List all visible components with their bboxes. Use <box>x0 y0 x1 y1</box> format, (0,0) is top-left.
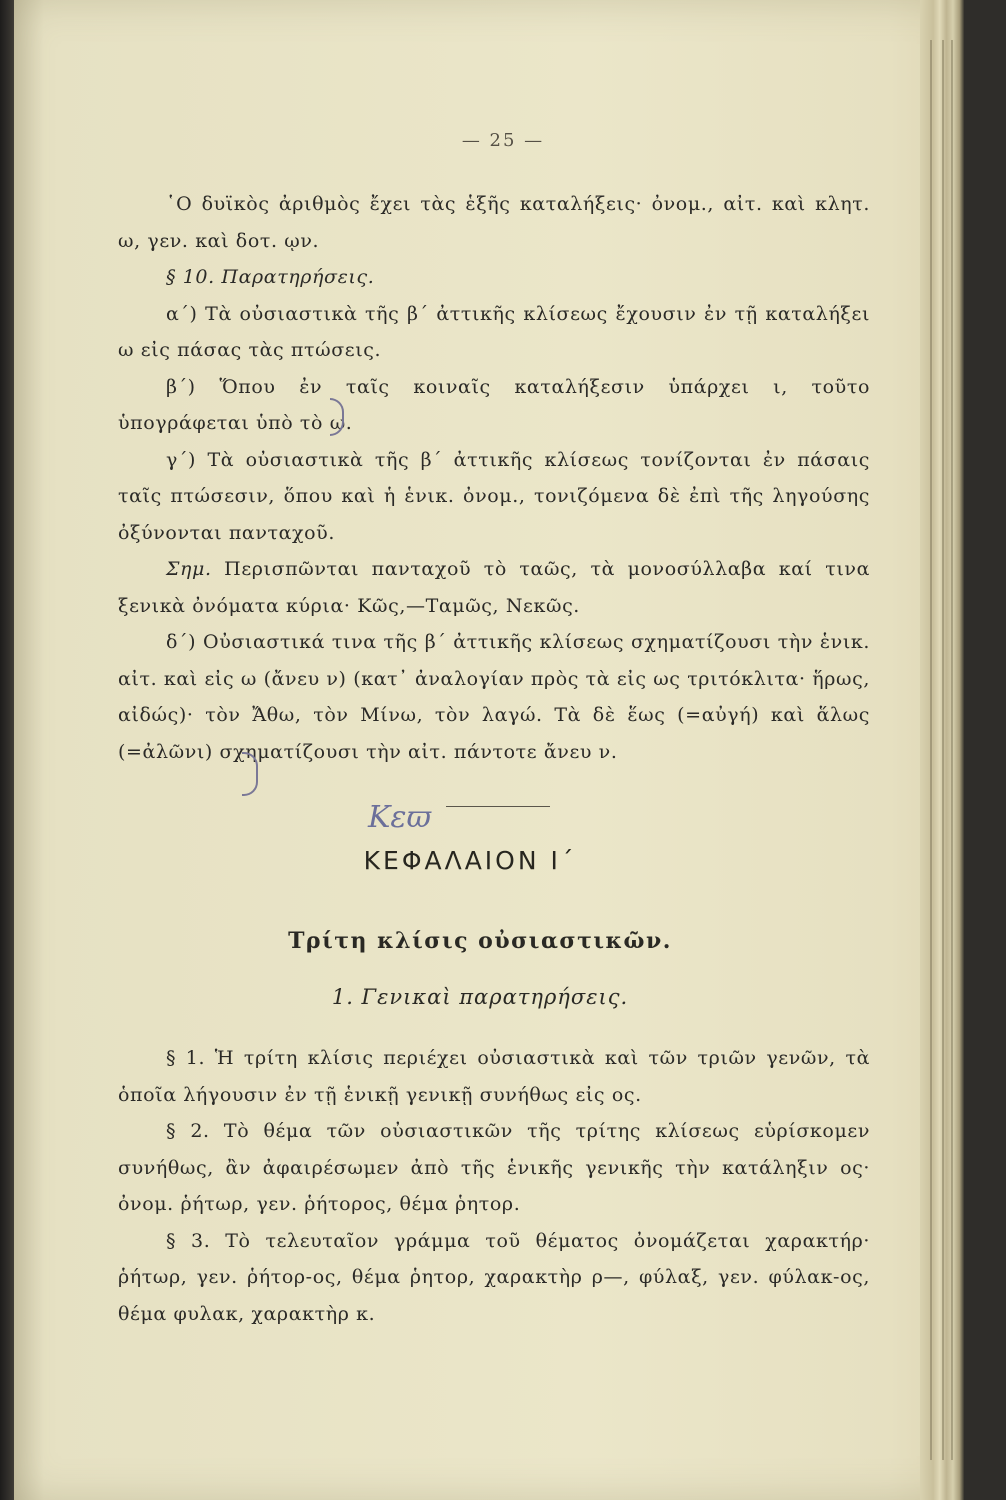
upper-text-block <box>118 186 870 770</box>
section-10-heading: § 10. Παρατηρήσεις. <box>166 266 375 288</box>
note-a: α΄) Τὰ οὐσιαστικὰ τῆς β΄ ἀττικῆς κλίσεως ἔχουσιν ἐν τῇ καταλήξει ω εἰς πάσας τὰς πτώσεις. <box>118 302 870 361</box>
chapter-rule <box>446 806 550 807</box>
paragraph-1: § 1. Ἡ τρίτη κλίσις περιέχει οὐσιαστικὰ καὶ τῶν τριῶν γενῶν, τὰ ὁποῖα λήγουσιν ἐν τῇ ἑνικῇ γενικῇ συνήθως εἰς ος. <box>118 1047 870 1106</box>
remark-label: Σημ. <box>166 558 212 580</box>
page-edges <box>920 0 964 1500</box>
handwritten-note: Κεϖ <box>368 800 431 835</box>
dual-number-paragraph: ῾Ο δυϊκὸς ἀριθμὸς ἔχει τὰς ἑξῆς καταλήξεις· ὀνομ., αἰτ. καὶ κλητ. ω, γεν. καὶ δοτ. ῳν. <box>118 193 870 252</box>
lower-text-block <box>118 1040 870 1332</box>
pencil-bracket <box>242 752 258 796</box>
subsection-title: 1. Γενικαὶ παρατηρήσεις. <box>331 985 629 1009</box>
paragraph-3: § 3. Τὸ τελευταῖον γράμμα τοῦ θέματος ὀνομάζεται χαρακτήρ· ῥήτωρ, γεν. ῥήτορ-ος, θέμα ῥητορ, χαρακτὴρ ρ—, φύλαξ, γεν. φύλακ-ος, θέμα φυλακ, χαρακτὴρ κ. <box>118 1229 870 1325</box>
chapter-heading: ΚΕΦΑΛΑΙΟΝ Ι΄ <box>363 846 577 875</box>
edge-line <box>930 40 932 1460</box>
page-number: — 25 — <box>461 130 545 151</box>
section-title: Τρίτη κλίσις οὐσιαστικῶν. <box>288 928 672 954</box>
note-d: δ΄) Οὐσιαστικά τινα τῆς β΄ ἀττικῆς κλίσεως σχηματίζουσι τὴν ἑνικ. αἰτ. καὶ εἰς ω (ἄνευ ν) (κατ᾽ ἀναλογίαν πρὸς τὰ εἰς ως τριτόκλιτα· ἥρως, αἰδώς)· τὸν Ἄθω, τὸν Μίνω, τὸν λαγώ. Τὰ δὲ ἕως (=αὐγή) καὶ ἅλως (=ἀλῶνι) σχηματίζουσι τὴν αἰτ. πάντοτε ἄνευ ν. <box>118 631 870 763</box>
paragraph-2: § 2. Τὸ θέμα τῶν οὐσιαστικῶν τῆς τρίτης κλίσεως εὑρίσκομεν συνήθως, ἂν ἀφαιρέσωμεν ἀπὸ τῆς ἑνικῆς γενικῆς τὴν κατάληξιν ος· ὀνομ. ῥήτωρ, γεν. ῥήτορος, θέμα ῥητορ. <box>118 1120 870 1215</box>
edge-line <box>942 40 944 1460</box>
remark-text: Περισπῶνται πανταχοῦ τὸ ταῶς, τὰ μονοσύλλαβα καί τινα ξενικὰ ὀνόματα κύρια· Κῶς,—Ταμῶς, Νεκῶς. <box>118 558 871 617</box>
note-b: β΄) Ὅπου ἐν ταῖς κοιναῖς καταλήξεσιν ὑπάρχει ι, τοῦτο ὑπογράφεται ὑπὸ τὸ ω. <box>118 375 870 434</box>
note-c: γ΄) Τὰ οὐσιαστικὰ τῆς β΄ ἀττικῆς κλίσεως τονίζονται ἐν πάσαις ταῖς πτώσεσιν, ὅπου καὶ ἡ ἑνικ. ὀνομ., τονιζόμενα δὲ ἐπὶ τῆς ληγούσης ὀξύνονται πανταχοῦ. <box>118 448 870 544</box>
remark-paragraph <box>118 551 870 624</box>
edge-line <box>951 40 953 1460</box>
